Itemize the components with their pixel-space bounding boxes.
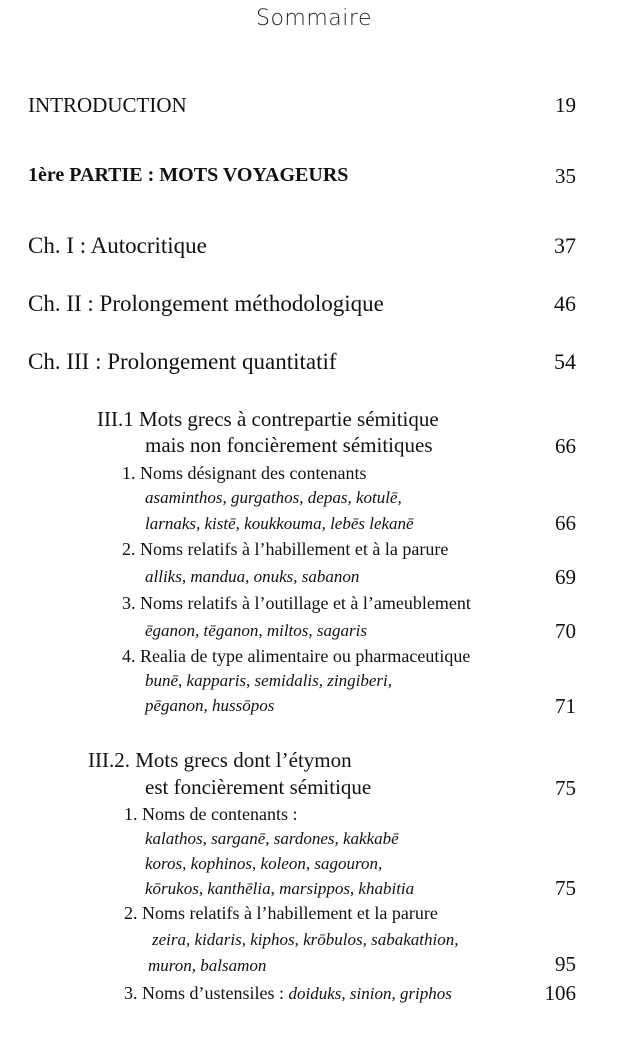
toc-keywords: koros, kophinos, koleon, sagouron,: [145, 854, 383, 873]
toc-subentry: 4. Realia de type alimentaire ou pharmaceutique: [122, 646, 471, 666]
toc-keywords: ēganon, tēganon, miltos, sagaris: [145, 621, 367, 640]
toc-keywords: larnaks, kistē, koukkouma, lebēs lekanē: [145, 514, 414, 533]
toc-subentry: 1. Noms de contenants :: [124, 804, 298, 824]
page-number: 69: [555, 565, 576, 589]
page-number: 54: [554, 349, 576, 374]
page-number: 37: [554, 233, 576, 258]
page-number: 46: [554, 291, 576, 316]
toc-subentry-label: 3. Noms d’ustensiles :: [124, 983, 284, 1003]
toc-entry-chapter-2: Ch. II : Prolongement méthodologique: [28, 291, 384, 316]
toc-subentry: 2. Noms relatifs à l’habillement et la parure: [124, 903, 438, 923]
page-number: 35: [555, 164, 576, 188]
toc-section-heading: III.2. Mots grecs dont l’étymon: [88, 748, 352, 772]
toc-keywords: doiduks, sinion, griphos: [288, 984, 452, 1003]
toc-entry-chapter-1: Ch. I : Autocritique: [28, 233, 207, 258]
toc-subentry: 2. Noms relatifs à l’habillement et à la parure: [122, 539, 449, 559]
page-title: Sommaire: [256, 6, 372, 31]
toc-subentry: 1. Noms désignant des contenants: [122, 463, 367, 483]
toc-keywords: zeira, kidaris, kiphos, krōbulos, sabakathion,: [152, 930, 459, 949]
toc-keywords: kōrukos, kanthēlia, marsippos, khabitia: [145, 879, 415, 898]
toc-keywords: muron, balsamon: [148, 956, 267, 975]
page-number: 66: [555, 434, 576, 458]
toc-entry-introduction: INTRODUCTION: [28, 93, 187, 117]
page-number: 95: [555, 952, 576, 976]
toc-keywords: pēganon, hussōpos: [145, 696, 275, 715]
page-number: 19: [555, 93, 576, 117]
page-number: 75: [555, 876, 576, 900]
page-number: 70: [555, 619, 576, 643]
toc-subentry: [124, 983, 452, 1004]
toc-section-heading: est foncièrement sémitique: [145, 775, 372, 799]
toc-entry-part1: 1ère PARTIE : MOTS VOYAGEURS: [28, 164, 349, 186]
page-number: 71: [555, 694, 576, 718]
toc-entry-chapter-3: Ch. III : Prolongement quantitatif: [28, 349, 337, 374]
toc-keywords: asaminthos, gurgathos, depas, kotulē,: [145, 488, 402, 507]
toc-keywords: kalathos, sarganē, sardones, kakkabē: [145, 829, 399, 848]
page-number: 75: [555, 776, 576, 800]
toc-section-heading: mais non foncièrement sémitiques: [145, 433, 433, 457]
page-number: 106: [544, 981, 576, 1005]
toc-section-heading: III.1 Mots grecs à contrepartie sémitique: [97, 407, 439, 431]
toc-subentry: 3. Noms relatifs à l’outillage et à l’ameublement: [122, 593, 471, 613]
toc-keywords: alliks, mandua, onuks, sabanon: [145, 567, 360, 586]
page-number: 66: [555, 511, 576, 535]
toc-keywords: bunē, kapparis, semidalis, zingiberi,: [145, 671, 392, 690]
